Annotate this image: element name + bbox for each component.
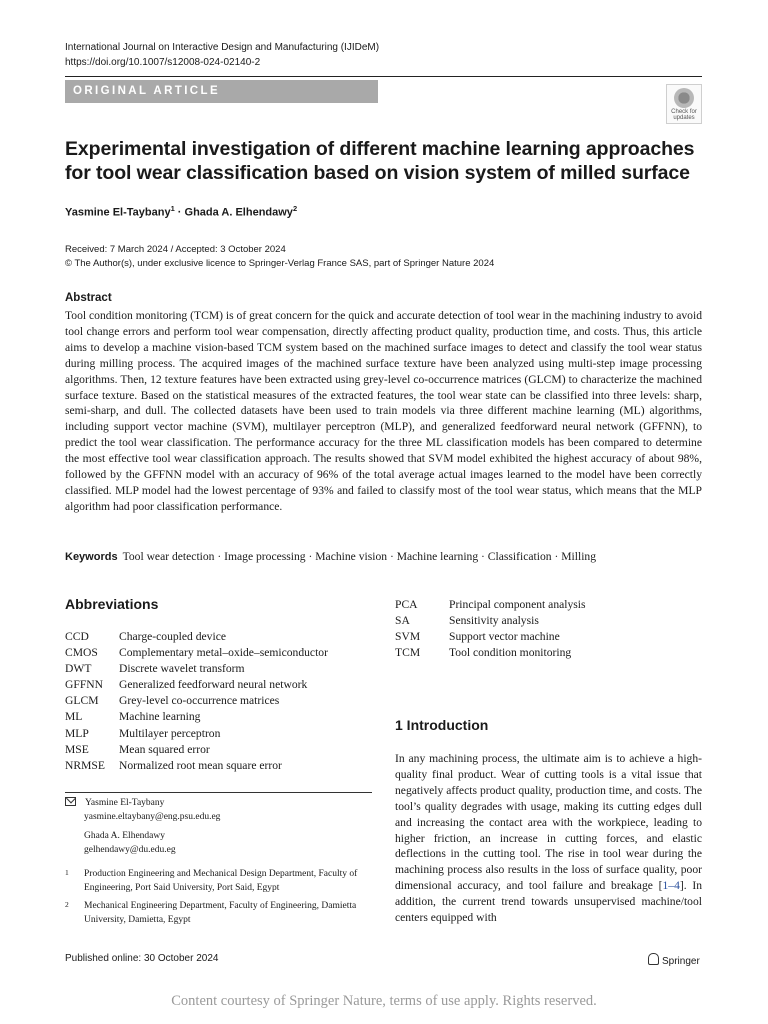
copyright-notice: © The Author(s), under exclusive licence to Springer-Verlag France SAS, part of Springer Nature 2024 [65, 258, 495, 269]
correspondence-email[interactable]: yasmine.eltaybany@eng.psu.edu.eg [84, 811, 221, 822]
published-date: Published online: 30 October 2024 [65, 953, 219, 964]
abbreviation-definition: Charge-coupled device [119, 630, 226, 643]
abbreviation-definition: Support vector machine [449, 630, 560, 644]
abbreviation-row [65, 645, 328, 661]
article-type-label: ORIGINAL ARTICLE [65, 80, 378, 103]
abbreviation-definition: Sensitivity analysis [449, 614, 539, 628]
abbreviation-definition: Normalized root mean square error [119, 758, 282, 772]
abbreviation-definition: Complementary metal–oxide–semiconductor [119, 646, 328, 660]
footnote-divider [65, 792, 372, 793]
abbreviation-term: GFFNN [65, 678, 104, 692]
check-for-updates-button[interactable] [666, 84, 702, 124]
author-name[interactable]: Ghada A. Elhendawy [184, 206, 293, 219]
abstract-heading: Abstract [65, 292, 112, 304]
abbreviation-row [65, 677, 328, 693]
check-updates-label: Check for updates [671, 109, 697, 121]
introduction-text [395, 751, 702, 926]
correspondence-block [65, 797, 220, 857]
envelope-icon [65, 797, 76, 806]
abbreviations-list-right [395, 597, 586, 661]
abbreviation-term: TCM [395, 646, 421, 660]
abbreviation-definition: Tool condition monitoring [449, 646, 572, 660]
abbreviation-row [65, 726, 328, 742]
author-affiliation-marker: 2 [292, 204, 298, 213]
abbreviation-row [65, 742, 328, 758]
abbreviation-term: GLCM [65, 694, 99, 708]
abbreviation-term: MLP [65, 726, 89, 740]
abbreviation-definition: Discrete wavelet transform [119, 662, 245, 676]
correspondence-name: Yasmine El-Taybany [85, 798, 165, 808]
affiliation [65, 868, 365, 895]
keywords-list: Tool wear detection · Image processing · Machine vision · Machine learning · Classification · Milling [122, 550, 597, 563]
citation-link[interactable]: 1–4 [662, 879, 680, 893]
abbreviation-term: CMOS [65, 646, 98, 660]
author-name[interactable]: Yasmine El-Taybany [65, 206, 171, 219]
abbreviations-list-left [65, 629, 328, 774]
abbreviation-row [65, 629, 328, 645]
introduction-heading: 1 Introduction [395, 717, 489, 733]
abbreviation-term: SVM [395, 630, 421, 644]
abbreviation-definition: Multilayer perceptron [119, 726, 221, 740]
abbreviation-definition: Mean squared error [119, 742, 210, 756]
affiliation-number: 2 [65, 900, 69, 909]
abbreviation-definition: Generalized feedforward neural network [119, 678, 308, 692]
abstract-text: Tool condition monitoring (TCM) is of great concern for the quick and accurate detection of tool wear in the machining industry to avoid tool change errors and perform tool wear compensation, directly affecting product quality, production time, and costs. Thus, this article aims to develop a machine vision-based TCM system based on the machined surface images to detect and classify the tool wear status during milling process. The acquired images of the machined surface texture have been analyzed using multi-step image processing algorithms. Then, 12 texture features have been extracted using grey-level co-occurrence matrices (GLCM) to characterize the machined surface texture. Based on the statistical measures of the extracted features, the tool wear state can be classified into three levels: sharp, semi-sharp, and dull. The collected datasets have been used to train models via three different machine learning (ML) algorithms, including support vector machine (SVM), multilayer perceptron (MLP), and generalized feedforward neural network (GFFNN), to predict the tool wear classification. The performance accuracy for the three ML classification models has been compared to determine the most effective tool wear classification approach. The results showed that SVM model exhibited the highest accuracy of about 98%, followed by the GFFNN model with an accuracy of 96% of the total average actual images learned to the model have been correctly classified. MLP model had the lowest percentage of 93% and failed to classify most of the tool wear status, which means that the MLP algorithm had poor classification performance. [65, 309, 702, 513]
article-dates [65, 243, 494, 271]
abbreviation-row [395, 629, 586, 645]
abbreviation-term: PCA [395, 598, 418, 611]
abbreviation-definition: Principal component analysis [449, 598, 586, 611]
affiliation-text: Mechanical Engineering Department, Faculty of Engineering, Damietta University, Damietta, Egypt [84, 901, 357, 925]
keywords-line [65, 550, 705, 563]
article-title: Experimental investigation of different machine learning approaches for tool wear classification based on vision system of milled surface [65, 138, 695, 184]
abbreviations-heading: Abbreviations [65, 596, 159, 612]
abbreviation-row [65, 709, 328, 725]
affiliation-number: 1 [65, 868, 69, 877]
abbreviation-definition: Grey-level co-occurrence matrices [119, 694, 280, 708]
correspondence-name: Ghada A. Elhendawy [84, 831, 165, 841]
publisher-name: Springer [662, 956, 700, 967]
affiliation-text: Production Engineering and Mechanical Design Department, Faculty of Engineering, Port Said University, Port Said, Egypt [84, 869, 358, 893]
abbreviation-term: MSE [65, 742, 89, 756]
abbreviation-definition: Machine learning [119, 710, 201, 724]
journal-header [65, 40, 379, 70]
introduction-text-part: ]. In addition, the current trend towards unsupervised machine/tool centers equipped with [395, 879, 702, 925]
abbreviation-term: DWT [65, 662, 92, 676]
abbreviation-row [395, 613, 586, 629]
check-updates-icon [674, 88, 694, 108]
affiliation [65, 900, 365, 927]
abbreviation-term: CCD [65, 630, 89, 643]
author-separator: · [174, 206, 185, 219]
abbreviation-term: SA [395, 614, 410, 628]
received-accepted-dates: Received: 7 March 2024 / Accepted: 3 October 2024 [65, 244, 286, 255]
introduction-text-part: In any machining process, the ultimate aim is to achieve a high-quality final product. Wear of cutting tools is a vital issue that negatively affects product quality, production time, and costs. The tool’s quality degrades with usage, making its cutting edges dull and increasing the contact area with the workpiece, leading to higher friction, an increase in cutting forces, and elastic deflections in the cutting tool. The rise in tool wear during the machining process also results in the loss of surface quality, poor dimensional accuracy, and tool failure and breakage [ [395, 752, 702, 893]
header-divider [65, 76, 702, 77]
abbreviation-row [65, 661, 328, 677]
abbreviation-row [395, 645, 586, 661]
springer-horse-icon [648, 953, 659, 965]
correspondence-email[interactable]: gelhendawy@du.edu.eg [84, 844, 176, 855]
author-affiliation-marker: 1 [170, 204, 175, 213]
abbreviation-row [395, 597, 586, 613]
publisher-logo [648, 953, 700, 967]
courtesy-notice: Content courtesy of Springer Nature, terms of use apply. Rights reserved. [171, 993, 597, 1009]
doi-link[interactable]: https://doi.org/10.1007/s12008-024-02140-2 [65, 57, 261, 68]
keywords-label: Keywords [65, 551, 118, 563]
abbreviation-term: ML [65, 710, 83, 724]
abbreviation-row [65, 758, 328, 774]
abbreviation-row [65, 693, 328, 709]
journal-name: International Journal on Interactive Design and Manufacturing (IJIDeM) [65, 42, 380, 53]
author-list [65, 204, 297, 219]
abbreviation-term: NRMSE [65, 758, 105, 772]
